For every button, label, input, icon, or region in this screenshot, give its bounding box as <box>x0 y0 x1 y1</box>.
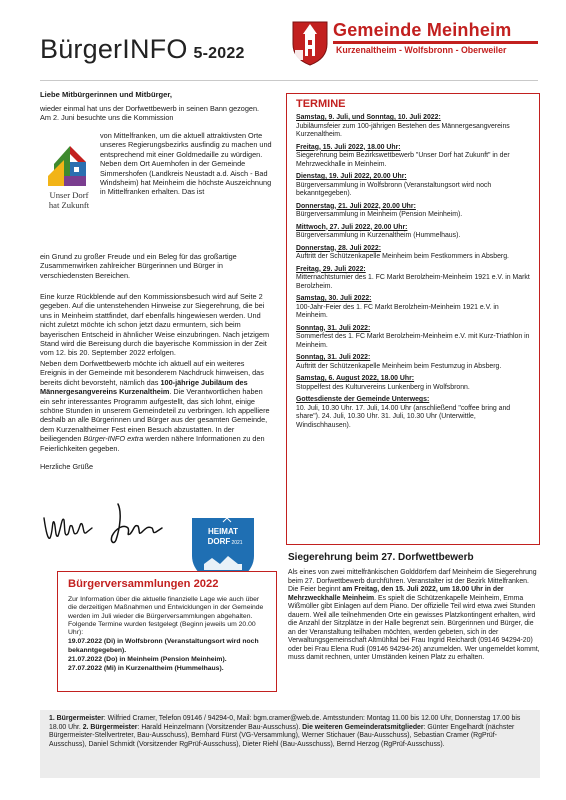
letter-paragraph-3: Neben dem Dorfwettbewerb möchte ich aktuell auf ein weiteres Ereignis in der Gemeinde mit besonderem Nachdruck hinweisen, das bereits dicht bevorsteht, nämlich das 100-jährige Jubiläum des Männergesangvereins Kurzenaltheim. Die Verantwortlichen haben ein sehr interessantes Programm aufgestellt, das sich lohnt, einige schöne Stunden in unserem Gemeindeteil zu verbringen. Ich appelliere deshalb an alle Bürgerinnen und Bürger aus der gesamten Gemeinde, dem Kurzenaltheimer Fest einen Besuch abzustatten. In der beiliegenden Bürger-INFO extra werden nähere Informationen zu den Feierlichkeiten gegeben. <box>40 359 270 453</box>
letter-paragraph-1-tail: ein Grund zu großer Freude und ein Beleg für das großartige Zusammenwirken zahlreicher Bürgerinnen und Bürger in verschiedensten Bereichen. <box>40 252 237 280</box>
event-text: Auftritt der Schützenkapelle Meinheim beim Festumzug in Absberg. <box>296 362 502 370</box>
termine-event <box>296 295 530 321</box>
heimat-badge-line1: HEIMAT <box>207 527 239 536</box>
termine-event <box>296 114 530 140</box>
termine-event <box>296 245 530 262</box>
event-text: Jubiläumsfeier zum 100-jährigen Bestehen des Männergesangvereins Kurzenaltheim. <box>296 122 510 138</box>
buergerversammlungen-box <box>57 571 277 692</box>
event-date: Sonntag, 31. Juli 2022: <box>296 354 371 361</box>
header-divider <box>40 80 538 81</box>
termine-event <box>296 396 530 430</box>
event-date: Samstag, 9. Juli, und Sonntag, 10. Juli 2022: <box>296 114 441 121</box>
buergerversammlungen-title: Bürgerversammlungen 2022 <box>68 578 219 590</box>
municipality-crest-icon <box>291 20 329 66</box>
termine-event <box>296 266 530 292</box>
event-text: 10. Juli, 10.30 Uhr. 17. Juli, 14.00 Uhr (anschließend "coffee bring and share"). 24. Juli, 10.30 Uhr. 31. Juli, 10.30 Uhr (Unterwittle, Windischhausen). <box>296 404 511 429</box>
footer-council-info <box>40 710 540 778</box>
letter-paragraph-1-wrap: von Mittelfranken, um die aktuell attraktivsten Orte unseres Regierungsbezirks ausfindig zu machen und entsprechend mit einer Goldmedaille zu würdigen. Neben dem Ort Auernhofen in der Gemeinde Simmershofen (Landkreis Neustadt a.d. Aisch - Bad Windsheim) hat Meinheim die höchste Auszeichnung in Mittelfranken erhalten. Das ist <box>100 131 272 197</box>
signature-mayor-1 <box>40 508 94 548</box>
footer-text-mayor-1: : Wilfried Cramer, Telefon 09146 / 94294-0, Mail: bgm.cramer@web.de. Amtsstunden: Montag 11.00 bis 12.00 Uhr, Donnerstag 17.00 bis 18.00 Uhr. <box>49 715 521 731</box>
siegerehrung-title: Siegerehrung beim 27. Dorfwettbewerb <box>288 552 474 563</box>
footer-label-mayor-2: 2. Bürgermeister <box>82 723 138 731</box>
siegerehrung-article <box>288 552 540 663</box>
header-rule <box>333 41 538 44</box>
termine-event <box>296 173 530 199</box>
event-date: Donnerstag, 28. Juli 2022: <box>296 244 382 252</box>
termine-event <box>296 203 530 220</box>
letter-paragraph-2: Eine kurze Rückblende auf den Kommissionsbesuch wird auf Seite 2 gegeben. Auf die untenstehenden Hinweise zur Siegerehrung, die bei uns in Meinheim stattfindet, darf ebenfalls hingewiesen werden. Und nicht zuletzt möchte ich schon jetzt dazu ermuntern, sich beim bayerischen Entscheid in ähnlicher Weise einzubringen. Nach jetzigem Stand wird die Bereisung durch die bayerische Kommission in der Zeit vom 12. bis 20. September 2022 erfolgen. <box>40 292 270 358</box>
termine-event <box>296 325 530 351</box>
event-text: 100-Jahr-Feier des 1. FC Markt Berolzheim-Meinheim 1921 e.V. in Meinheim. <box>296 303 499 319</box>
buergerversammlung-date: 19.07.2022 (Di) in Wolfsbronn (Veranstaltungsort wird noch bekanntgegeben). <box>68 638 259 654</box>
unser-dorf-caption-2: hat Zukunft <box>48 200 90 210</box>
event-date: Freitag, 15. Juli 2022, 18.00 Uhr: <box>296 143 401 151</box>
unser-dorf-caption-1: Unser Dorf <box>49 190 89 200</box>
termine-event <box>296 144 530 170</box>
footer-label-council: Die weiteren Gemeinderatsmitglieder <box>302 723 424 731</box>
event-text: Stoppelfest des Kulturvereins Lunkenberg in Wolfsbronn. <box>296 383 470 391</box>
heimat-badge-year: 2021 <box>231 540 243 546</box>
unser-dorf-house-icon <box>40 134 98 190</box>
siegerehrung-text: Als eines von zwei mittelfränkischen Golddörfern darf Meinheim die Siegerehrung beim 27. Dorfwettbewerb durchführen. Veranstalter ist der Bezirk Mittelfranken. Die Feier beginnt am Freitag, den 15. Juli 2022, um 18.00 Uhr in der Mehrzweckhalle Meinheim. Es spielt die Schützenkapelle Meinheim, Emma Wißmüller gibt Einlagen auf dem Piano. Der offizielle Teil wird etwa zwei Stunden dauern. Weil alle teilnehmenden Orte ein gewisses Platzkontingent erhalten, wird die Anzahl der Sitzplätze in der Halle begrenzt sein. Bürgerinnen und Bürger, die an der Veranstaltung teilhaben möchten, werden gebeten, sich in der Verwaltungsgemeinschaft Altmühltal bei Frau Ingrid Reichardt (09146 94294-20) oder bei Frau Elena Rudi (09146 94294-26) anzumelden. Wer ungemeldet kommt, muss damit rechnen, unter Umständen keinen Platz zu erhalten. <box>288 569 540 661</box>
termine-title: TERMINE <box>296 98 346 110</box>
newsletter-title: BürgerINFO 5-2022 <box>40 34 245 64</box>
termine-event <box>296 354 530 371</box>
termine-event <box>296 224 530 241</box>
event-text: Bürgerversammlung in Meinheim (Pension Meinheim). <box>296 211 463 218</box>
letter-paragraph-1-lead: wieder einmal hat uns der Dorfwettbewerb in seinen Bann gezogen. Am 2. Juni besuchte uns die Kommission <box>40 104 260 123</box>
letter-salutation: Liebe Mitbürgerinnen und Mitbürger, <box>40 90 173 99</box>
footer-label-mayor-1: 1. Bürgermeister <box>49 715 104 722</box>
municipality-districts: Kurzenaltheim - Wolfsbronn - Oberweiler <box>336 45 507 55</box>
buergerversammlung-date: 27.07.2022 (Mi) in Kurzenaltheim (Hummelhaus). <box>68 665 224 673</box>
buergerversammlung-date: 21.07.2022 (Do) in Meinheim (Pension Meinheim). <box>68 656 227 664</box>
event-text: Sommerfest des 1. FC Markt Berolzheim-Meinheim e.V. mit Kurz-Triathlon in Meinheim. <box>296 333 530 349</box>
footer-text-council: : Günter Engelhardt (nächster Bürgermeister-Stellvertreter, Bau-Ausschuss), Bernhard Fürst (VG-Versammlung), Werner Stichauer (Bau-Ausschuss), Sebastian Cramer (RgPrüf-Ausschuss), Daniel Schmidt (Vorsitzender RgPrüf-Ausschuss), Dieter Riehl (Bau-Ausschuss), Bernd Herzog (RgPrüf-Ausschuss). <box>49 723 515 749</box>
termine-box <box>286 93 540 545</box>
event-text: Auftritt der Schützenkapelle Meinheim beim Festkommers in Absberg. <box>296 253 509 260</box>
event-date: Gottesdienste der Gemeinde Unterwegs: <box>296 396 430 403</box>
event-date: Samstag, 30. Juli 2022: <box>296 295 372 302</box>
event-date: Mittwoch, 27. Juli 2022, 20.00 Uhr: <box>296 223 408 231</box>
event-text: Siegerehrung beim Bezirkswettbewerb "Unser Dorf hat Zukunft" in der Mehrzweckhalle in Meinheim. <box>296 152 510 168</box>
termine-event <box>296 375 530 392</box>
unser-dorf-logo <box>40 134 98 216</box>
issue-number: 5-2022 <box>193 45 245 62</box>
letter-closing: Herzliche Grüße <box>40 462 94 471</box>
event-date: Donnerstag, 21. Juli 2022, 20.00 Uhr: <box>296 202 416 210</box>
footer-text-mayor-2: : Harald Heinzelmann (Vorsitzender Bau-Ausschuss). <box>137 723 303 731</box>
event-text: Bürgerversammlung in Kurzenaltheim (Hummelhaus). <box>296 232 461 239</box>
buergerversammlungen-text: Zur Information über die aktuelle finanzielle Lage wie auch über die derzeitigen Maßnahmen und Entwicklungen in der Gemeinde werden im Juli wieder die Bürgerversammlungen abgehalten. Folgende Termine wurden festgelegt (Beginn jeweils um 20.00 Uhr): <box>68 596 264 637</box>
signature-mayor-2 <box>104 502 164 548</box>
heimat-badge-line2: DORF <box>207 537 231 546</box>
event-text: Mitternachtsturnier des 1. FC Markt Berolzheim-Meinheim 1921 e.V. in Markt Berolzheim. <box>296 274 530 290</box>
event-date: Dienstag, 19. Juli 2022, 20.00 Uhr: <box>296 173 407 180</box>
event-date: Freitag, 29. Juli 2022: <box>296 265 366 273</box>
event-date: Sonntag, 31. Juli 2022: <box>296 324 371 332</box>
municipality-name: Gemeinde Meinheim <box>333 20 512 40</box>
event-text: Bürgerversammlung in Wolfsbronn (Veranstaltungsort wird noch bekanntgegeben). <box>296 181 492 197</box>
event-date: Samstag, 6. August 2022, 18.00 Uhr: <box>296 375 415 382</box>
